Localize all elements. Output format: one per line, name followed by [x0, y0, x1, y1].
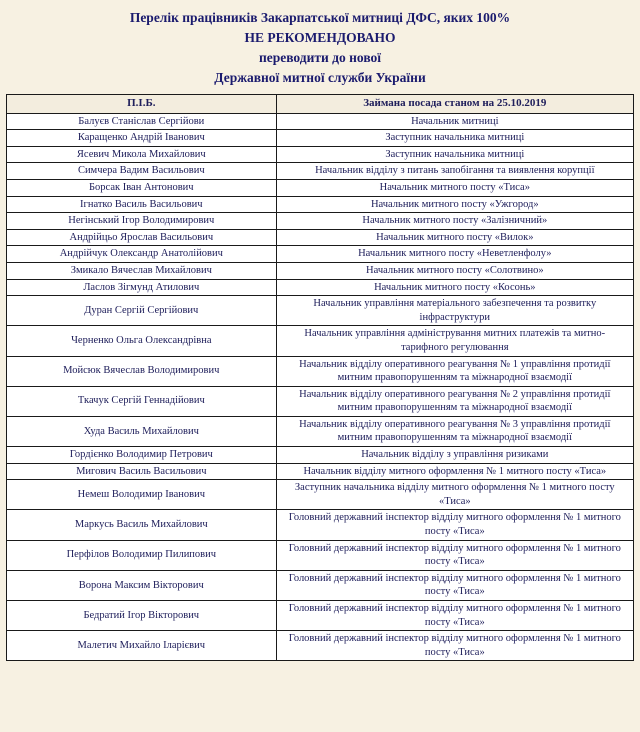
title-line-4: Державної митної служби України [214, 70, 426, 85]
table-row [7, 229, 634, 246]
name-cell: Ігнатко Василь Васильович [7, 196, 277, 213]
name-cell: Дуран Сергій Сергійович [7, 296, 277, 326]
position-cell: Начальник митного посту «Вилок» [276, 229, 633, 246]
table-row [7, 196, 634, 213]
table-row [7, 246, 634, 263]
name-cell: Худа Василь Михайлович [7, 416, 277, 446]
table-header-row [7, 95, 634, 114]
title-line-1: Перелік працівників Закарпатської митниці ДФС, яких 100% [129, 10, 511, 25]
name-cell: Мигович Василь Васильович [7, 463, 277, 480]
name-cell: Андрійчук Олександр Анатолійович [7, 246, 277, 263]
header-name: П.І.Б. [7, 95, 277, 114]
position-cell: Головний державний інспектор відділу митного оформлення № 1 митного посту «Тиса» [276, 601, 633, 631]
table-row [7, 510, 634, 540]
name-cell: Негінський Ігор Володимирович [7, 213, 277, 230]
name-cell: Борсак Іван Антонович [7, 179, 277, 196]
position-cell: Начальник управління адміністрування митних платежів та митно-тарифного регулювання [276, 326, 633, 356]
table-row [7, 540, 634, 570]
position-cell: Начальник відділу оперативного реагування № 2 управління протидії митним правопорушенням та міжнародної взаємодії [276, 386, 633, 416]
position-cell: Начальник митного посту «Ужгород» [276, 196, 633, 213]
name-cell: Гордієнко Володимир Петрович [7, 447, 277, 464]
name-cell: Ласлов Зігмунд Атилович [7, 279, 277, 296]
position-cell: Начальник відділу оперативного реагування № 1 управління протидії митним правопорушенням та міжнародної взаємодії [276, 356, 633, 386]
name-cell: Змикало Вячеслав Михайлович [7, 262, 277, 279]
position-cell: Головний державний інспектор відділу митного оформлення № 1 митного посту «Тиса» [276, 540, 633, 570]
table-row [7, 356, 634, 386]
title-line-3: переводити до нової [258, 50, 382, 65]
position-cell: Начальник відділу митного оформлення № 1 митного посту «Тиса» [276, 463, 633, 480]
position-cell: Начальник митниці [276, 113, 633, 130]
header-position: Займана посада станом на 25.10.2019 [276, 95, 633, 114]
name-cell: Малетич Михайло Іларієвич [7, 631, 277, 661]
name-cell: Ткачук Сергій Геннадійович [7, 386, 277, 416]
name-cell: Балуєв Станіслав Сергійови [7, 113, 277, 130]
name-cell: Андрійцьо Ярослав Васильович [7, 229, 277, 246]
position-cell: Начальник управління матеріального забезпечення та розвитку інфраструктури [276, 296, 633, 326]
position-cell: Заступник начальника відділу митного оформлення № 1 митного посту «Тиса» [276, 480, 633, 510]
table-row [7, 146, 634, 163]
table-row [7, 386, 634, 416]
table-row [7, 601, 634, 631]
table-row [7, 416, 634, 446]
name-cell: Бедратий Ігор Вікторович [7, 601, 277, 631]
name-cell: Черненко Ольга Олександрівна [7, 326, 277, 356]
name-cell: Перфілов Володимир Пилипович [7, 540, 277, 570]
table-row [7, 296, 634, 326]
position-cell: Головний державний інспектор відділу митного оформлення № 1 митного посту «Тиса» [276, 510, 633, 540]
table-row [7, 279, 634, 296]
name-cell: Немеш Володимир Іванович [7, 480, 277, 510]
table-row [7, 213, 634, 230]
position-cell: Головний державний інспектор відділу митного оформлення № 1 митного посту «Тиса» [276, 570, 633, 600]
position-cell: Начальник митного посту «Косонь» [276, 279, 633, 296]
table-row [7, 480, 634, 510]
staff-table [6, 94, 634, 661]
name-cell: Маркусь Василь Михайлович [7, 510, 277, 540]
document-title [6, 6, 634, 94]
title-line-2: НЕ РЕКОМЕНДОВАНО [244, 30, 396, 45]
name-cell: Ворона Максим Вікторович [7, 570, 277, 600]
table-row [7, 163, 634, 180]
table-row [7, 326, 634, 356]
table-row [7, 113, 634, 130]
position-cell: Начальник відділу оперативного реагування № 3 управління протидії митним правопорушенням та міжнародної взаємодії [276, 416, 633, 446]
table-row [7, 262, 634, 279]
position-cell: Начальник митного посту «Неветленфолу» [276, 246, 633, 263]
position-cell: Начальник відділу з питань запобігання та виявлення корупції [276, 163, 633, 180]
table-row [7, 447, 634, 464]
position-cell: Начальник митного посту «Тиса» [276, 179, 633, 196]
table-row [7, 570, 634, 600]
position-cell: Заступник начальника митниці [276, 130, 633, 147]
table-row [7, 179, 634, 196]
name-cell: Ясевич Микола Михайлович [7, 146, 277, 163]
name-cell: Мойсюк Вячеслав Володимирович [7, 356, 277, 386]
position-cell: Головний державний інспектор відділу митного оформлення № 1 митного посту «Тиса» [276, 631, 633, 661]
table-body [7, 113, 634, 661]
position-cell: Начальник відділу з управління ризиками [276, 447, 633, 464]
name-cell: Каращенко Андрій Іванович [7, 130, 277, 147]
position-cell: Заступник начальника митниці [276, 146, 633, 163]
position-cell: Начальник митного посту «Залізничний» [276, 213, 633, 230]
position-cell: Начальник митного посту «Солотвино» [276, 262, 633, 279]
name-cell: Симчера Вадим Васильович [7, 163, 277, 180]
table-row [7, 631, 634, 661]
table-row [7, 130, 634, 147]
table-row [7, 463, 634, 480]
